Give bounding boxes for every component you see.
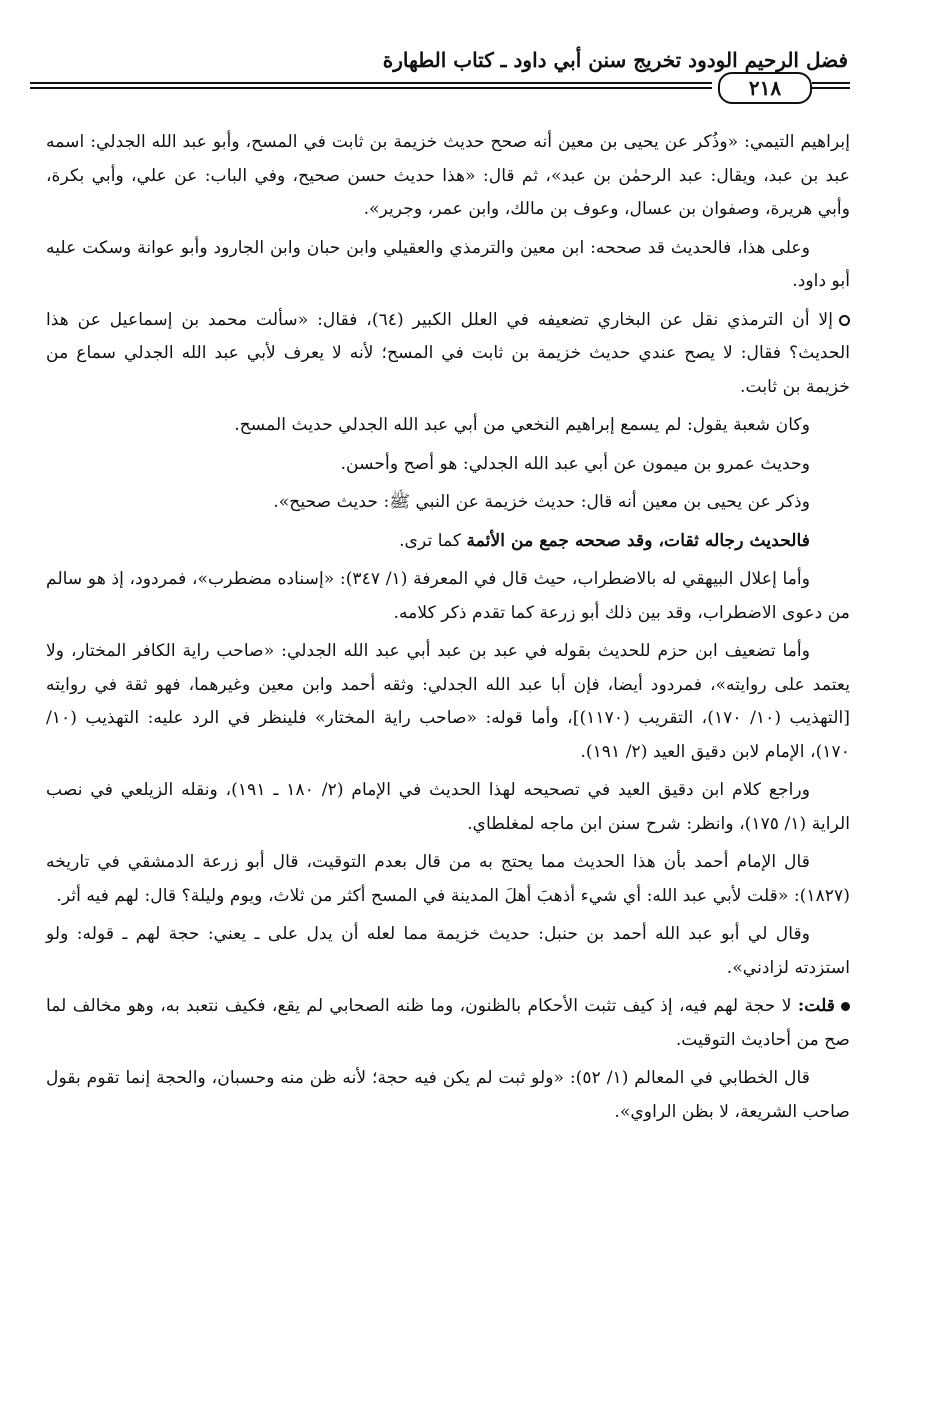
paragraph: وقال لي أبو عبد الله أحمد بن حنبل: حديث خزيمة مما لعله أن يدل على ـ يعني: حجة لهم ـ قوله: ولو استزدته لزادني». [46, 924, 850, 978]
paragraph [46, 990, 850, 1057]
paragraph: قال الإمام أحمد بأن هذا الحديث مما يحتج به من قال بعدم التوقيت، قال أبو زرعة الدمشقي في تاريخه (١٨٢٧): «قلت لأبي عبد الله: أي شيء أذهبَ أهلَ المدينة في المسح أكثر من ثلاث، ويوم وليلة؟ قال: لهم فيه أثر. [46, 852, 850, 906]
rule-line [30, 82, 712, 84]
paragraph-text: لا حجة لهم فيه، إذ كيف تثبت الأحكام بالظنون، وما ظنه الصحابي لم يقع، فكيف نتعبد به، وهو مخالف لما صح من أحاديث التوقيت. [46, 996, 850, 1050]
paragraph-text: إلا أن الترمذي نقل عن البخاري تضعيفه في العلل الكبير (٦٤)، فقال: «سألت محمد بن إسماعيل عن هذا الحديث؟ فقال: لا يصح عندي حديث خزيمة بن ثابت في المسح؛ لأنه لا يعرف لأبي عبد الله الجدلي سماع من خزيمة بن ثابت. [46, 309, 850, 397]
page-number-bar [0, 72, 942, 106]
note-label: قلت: [797, 996, 835, 1016]
paragraph: قال الخطابي في المعالم (١/ ٥٢): «ولو ثبت لم يكن فيه حجة؛ لأنه ظن منه وحسبان، والحجة إنما تقوم بقول صاحب الشريعة، لا بظن الراوي». [46, 1068, 850, 1122]
paragraph: وذكر عن يحيى بن معين أنه قال: حديث خزيمة عن النبي ﷺ: حديث صحيح». [273, 492, 810, 512]
rule-line [812, 87, 850, 89]
paragraph: وراجع كلام ابن دقيق العيد في تصحيحه لهذا الحديث في الإمام (٢/ ١٨٠ ـ ١٩١)، ونقله الزيلعي في نصب الراية (١/ ١٧٥)، وانظر: شرح سنن ابن ماجه لمغلطاي. [46, 780, 850, 834]
ring-bullet-icon [839, 315, 850, 326]
page-number: ٢١٨ [718, 72, 812, 104]
rule-line [30, 87, 712, 89]
paragraph: وكان شعبة يقول: لم يسمع إبراهيم النخعي من أبي عبد الله الجدلي حديث المسح. [234, 415, 810, 435]
rule-line [812, 82, 850, 84]
paragraph [46, 304, 850, 405]
paragraph [46, 525, 850, 559]
paragraph: وحديث عمرو بن ميمون عن أبي عبد الله الجدلي: هو أصح وأحسن. [340, 453, 810, 474]
page-body [46, 126, 850, 1134]
paragraph: وأما تضعيف ابن حزم للحديث بقوله في عبد بن عبد أبي عبد الله الجدلي: «صاحب راية الكافر المختار، ولا يعتمد على روايته»، فمردود أيضا، فإن أبا عبد الله الجدلي: وثقه أحمد وابن معين وغيرهما، فهو ثقة في روايته [التهذيب (١٠/ ١٧٠)، التقريب (١١٧٠)]، وأما قوله: «صاحب راية المختار» فلينظر في الرد عليه: التهذيب (١٠/ ١٧٠)، الإمام لابن دقيق العيد (٢/ ١٩١). [46, 641, 850, 762]
running-head-title: فضل الرحيم الودود تخريج سنن أبي داود ـ كتاب الطهارة [382, 48, 848, 72]
paragraph: إبراهيم التيمي: «وذُكر عن يحيى بن معين أنه صحح حديث خزيمة بن ثابت في المسح، وأبو عبد الله الجدلي: اسمه عبد بن عبد، ويقال: عبد الرحمٰن بن عبد»، ثم قال: «هذا حديث حسن صحيح، وفي الباب: عن علي، وأبي بكرة، وأبي هريرة، وصفوان بن عسال، وعوف بن مالك، وابن عمر، وجرير». [46, 132, 850, 219]
paragraph-text: كما ترى. [399, 530, 467, 551]
bullet-icon [841, 1002, 850, 1011]
paragraph: وعلى هذا، فالحديث قد صححه: ابن معين والترمذي والعقيلي وابن حبان وابن الجارود وأبو عوانة وسكت عليه أبو داود. [46, 237, 850, 291]
paragraph: وأما إعلال البيهقي له بالاضطراب، حيث قال في المعرفة (١/ ٣٤٧): «إسناده مضطرب»، فمردود، إذ هو سالم من دعوى الاضطراب، وقد بين ذلك أبو زرعة كما تقدم ذكر كلامه. [46, 569, 850, 623]
bold-conclusion: فالحديث رجاله ثقات، وقد صححه جمع من الأئمة [466, 530, 810, 551]
